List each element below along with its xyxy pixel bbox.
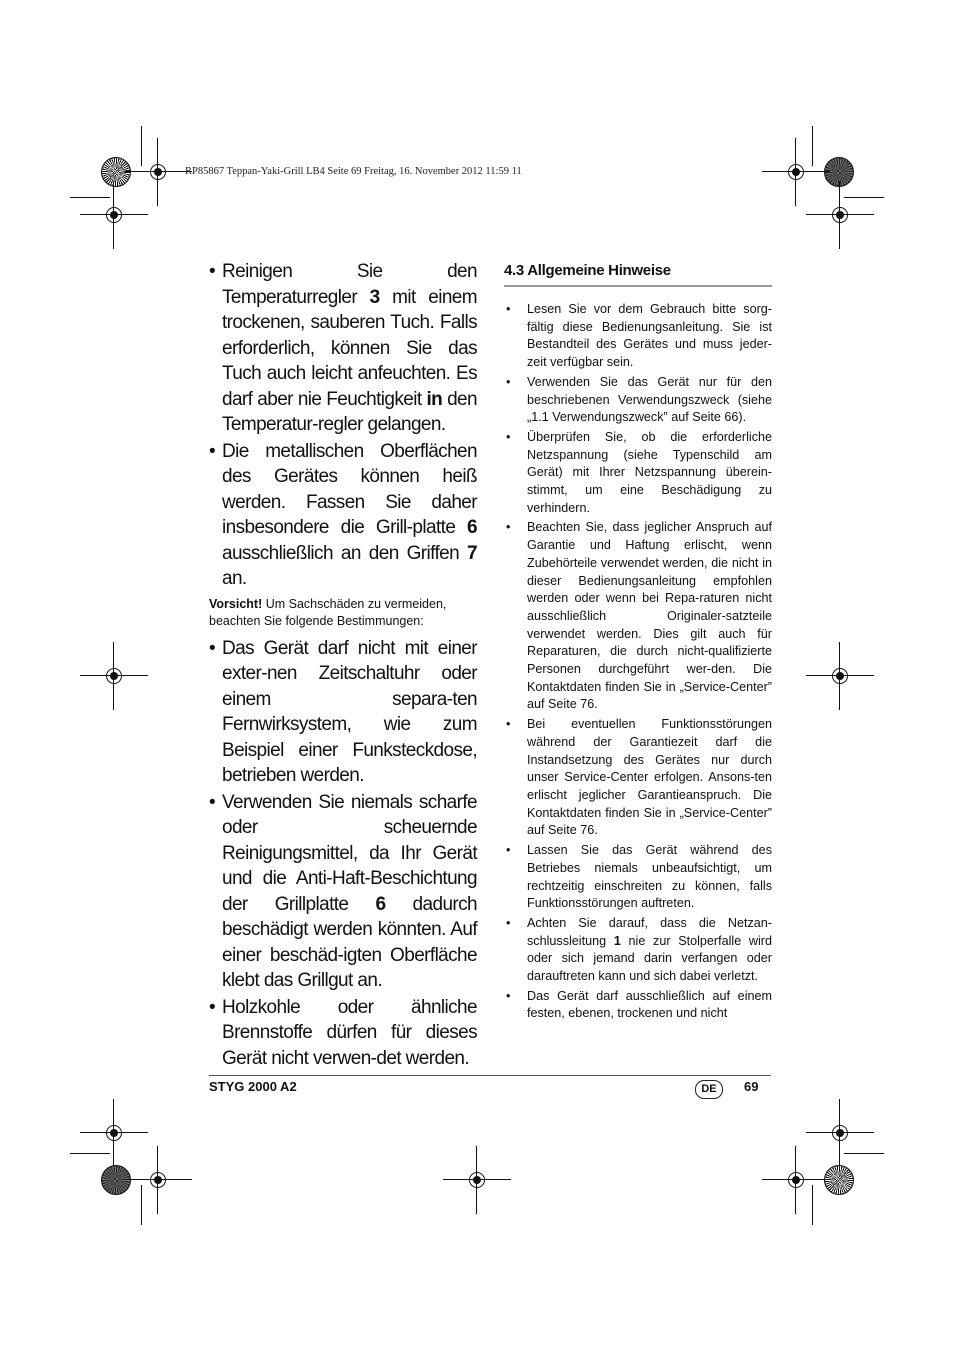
registration-mark-upper-left [102, 203, 126, 227]
part-number: 3 [369, 286, 380, 308]
crop-mark [812, 126, 813, 166]
crop-mark [844, 197, 884, 198]
color-target-bottom-left [101, 1165, 131, 1195]
language-badge: DE [695, 1080, 723, 1099]
list-item: • Verwenden Sie das Gerät nur für den beschriebenen Verwendungszweck (siehe „1.1 Verwendungszweck” auf Seite 66). [504, 374, 772, 427]
color-target-bottom-right [824, 1165, 854, 1195]
emphasis: in [426, 388, 443, 410]
crop-mark [141, 126, 142, 166]
print-slug-header: RP85867 Teppan-Yaki-Grill LB4 Seite 69 Freitag, 16. November 2012 11:59 11 [185, 166, 522, 177]
part-number: 1 [613, 933, 621, 948]
model-number: STYG 2000 A2 [209, 1079, 297, 1094]
footer-rule [209, 1075, 771, 1076]
registration-mark-lower-left [102, 1121, 126, 1145]
list-item: • Achten Sie darauf, dass die Netzan-schlussleitung 1 nie zur Stolperfalle wird oder sich jemand darin verfangen oder darauftreten kann und sich dabei verletzt. [504, 915, 772, 986]
crop-mark [812, 1185, 813, 1225]
caution-label: Vorsicht! [209, 596, 263, 611]
crop-mark [844, 1153, 884, 1154]
crop-mark [70, 197, 110, 198]
bullet-no-abrasive-cleaners: • Verwenden Sie niemals scharfe oder scheuernde Reinigungsmittel, da Ihr Gerät und die Anti-Haft-Beschichtung der Grillplatte 6 dadurch beschädigt werden könnten. Auf einer beschäd-igten Oberfläche klebt das Grillgut an. [209, 790, 477, 994]
registration-mark-bottom-center [465, 1168, 489, 1192]
part-number: 6 [375, 893, 386, 915]
registration-mark-lower-right [828, 1121, 852, 1145]
list-item: • Lesen Sie vor dem Gebrauch bitte sorg-fältig diese Bedienungsanleitung. Sie ist Bestandteil des Gerätes und muss jeder-zeit verfügbar sein. [504, 301, 772, 372]
registration-mark-bottom-right [784, 1168, 808, 1192]
list-item: • Lassen Sie das Gerät während des Betriebes niemals unbeaufsichtigt, um rechtzeitig einschreiten zu können, falls Funktionsstörungen auftreten. [504, 842, 772, 913]
registration-mark-mid-left [102, 664, 126, 688]
part-number: 7 [467, 542, 477, 564]
caution-note: Vorsicht! Um Sachschäden zu vermeiden, beachten Sie folgende Bestimmungen: [209, 596, 447, 628]
bullet-no-external-timer: • Das Gerät darf nicht mit einer exter-nen Zeitschaltuhr oder einem separa-ten Fernwirksystem, wie zum Beispiel einer Funksteckdose, betrieben werden. [209, 636, 477, 789]
list-item: • Bei eventuellen Funktionsstörungen während der Garantiezeit darf die Instandsetzung des Gerätes nur durch unser Service-Center erfolgen. Ansons-ten erlischt jeglicher Garantieanspruch. Die Kontaktdaten finden Sie in „Service-Center” auf Seite 76. [504, 716, 772, 840]
right-column [504, 262, 772, 1025]
registration-mark-bottom-left [146, 1168, 170, 1192]
bullet-hot-surfaces: • Die metallischen Oberflächen des Gerätes können heiß werden. Fassen Sie daher insbesondere die Grill-platte 6 ausschließlich an den Griffen 7 an. [209, 439, 477, 592]
registration-mark-top-right [784, 160, 808, 184]
registration-mark-mid-right [828, 664, 852, 688]
list-item: • Überprüfen Sie, ob die erforderliche Netzspannung (siehe Typenschild am Gerät) mit Ihrer Netzspannung überein-stimmt, um eine Beschädigung zu verhindern. [504, 429, 772, 518]
page-number: 69 [744, 1079, 759, 1094]
registration-mark-top-left [146, 160, 170, 184]
bullet-no-charcoal: • Holzkohle oder ähnliche Brennstoffe dürfen für dieses Gerät nicht verwen-det werden. [209, 995, 477, 1072]
crop-mark [141, 1185, 142, 1225]
color-target-top-left [101, 157, 131, 187]
bullet-clean-temperature-regulator: • Reinigen Sie den Temperaturregler 3 mit einem trockenen, sauberen Tuch. Falls erforderlich, können Sie das Tuch auch leicht anfeuchten. Es darf aber nie Feuchtigkeit in den Temperatur-regler gelangen. [209, 259, 477, 438]
crop-mark [70, 1153, 110, 1154]
list-item: • Das Gerät darf ausschließlich auf einem festen, ebenen, trockenen und nicht [504, 988, 772, 1023]
left-column [209, 259, 477, 1072]
part-number: 6 [467, 517, 477, 538]
registration-mark-upper-right [828, 203, 852, 227]
section-title: 4.3 Allgemeine Hinweise [504, 262, 772, 287]
list-item: • Beachten Sie, dass jeglicher Anspruch auf Garantie und Haftung erlischt, wenn Zubehörteile verwendet werden, die nicht in dieser Bedienungsanleitung empfohlen werden oder wenn bei Repa-raturen nicht ausschließlich Originaler-satzteile verwendet werden. Dies gilt auch für Reparaturen, die durch nicht-qualifizierte Personen durchgeführt wer-den. Die Kontaktdaten finden Sie in „Service-Center” auf Seite 76. [504, 519, 772, 714]
